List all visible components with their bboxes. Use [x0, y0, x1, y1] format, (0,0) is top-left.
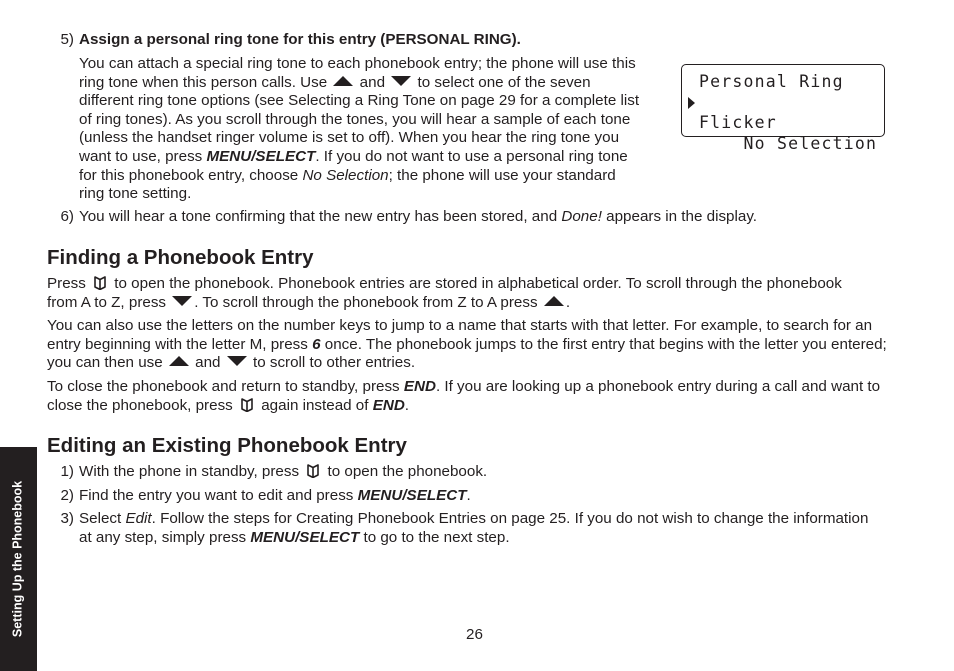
lcd-line: Flicker — [699, 113, 777, 132]
step-body: Select Edit. Follow the steps for Creating Phonebook Entries on page 25. If you do not wish to change the information at any step, simply press MENU/SELECT to go to the next step. — [79, 510, 869, 546]
key-name: END — [403, 378, 436, 395]
step-number: 5) — [60, 31, 74, 48]
key-name: END — [372, 396, 405, 414]
down-arrow-icon — [391, 76, 411, 86]
lcd-line: Personal Ring — [699, 72, 844, 91]
paragraph: To close the phonebook and return to standby, press END. If you are looking up a phonebook entry during a call and want to close the phonebook, press again instead of END. — [47, 378, 881, 414]
phonebook-icon — [94, 276, 106, 290]
key-name: MENU/SELECT — [206, 147, 316, 165]
paragraph: Press to open the phonebook. Phonebook entries are stored in alphabetical order. To scroll through the phonebook from A to Z, press . To scroll through the phonebook from Z to A press . — [47, 275, 842, 311]
phonebook-icon — [307, 464, 319, 478]
paragraph: You can also use the letters on the number keys to jump to a name that starts with that letter. For example, to search for an entry beginning with the letter M, press 6 once. The phonebook jumps to the first entry that begins with the letter you entered; you can then use and to scroll to other entries. — [47, 317, 887, 372]
step-body: With the phone in standby, press to open the phonebook. — [79, 463, 488, 480]
section-title: Finding a Phonebook Entry — [47, 246, 314, 269]
step-number: 2) — [60, 487, 74, 504]
key-name: 6 — [312, 335, 321, 353]
step-number: 3) — [60, 510, 74, 527]
down-arrow-icon — [172, 296, 192, 306]
step-body: Find the entry you want to edit and press MENU/SELECT. — [79, 487, 471, 504]
menu-choice: No Selection — [302, 166, 389, 184]
lcd-line-selected: No Selection — [687, 93, 884, 114]
key-name: MENU/SELECT — [357, 487, 467, 504]
up-arrow-icon — [169, 356, 189, 366]
step-body: You can attach a special ring tone to each phonebook entry; the phone will use this ring tone when this person calls. Use and to select one of the seven different ring tone options (see Selecting a Ring Tone on page 29 for a complete list of ring tones). As you scroll through the tones, you will hear a sample of each tone (unless the handset ringer volume is set to off). When you hear the ring tone you want to use, press MENU/SELECT. If you do not want to use a personal ring tone for this phonebook entry, choose No Selection; the phone will use your standard ring tone setting. — [79, 55, 640, 203]
up-arrow-icon — [544, 296, 564, 306]
up-arrow-icon — [333, 76, 353, 86]
phonebook-icon — [241, 398, 253, 412]
step-number: 1) — [60, 463, 74, 480]
lcd-display — [681, 64, 885, 153]
page-number: 26 — [466, 626, 483, 643]
step-number: 6) — [60, 208, 74, 225]
step-body: You will hear a tone confirming that the new entry has been stored, and Done! appears in the display. — [79, 208, 757, 225]
down-arrow-icon — [227, 356, 247, 366]
lcd-cursor-icon — [687, 97, 696, 109]
key-name: MENU/SELECT — [250, 528, 360, 546]
step-heading: Assign a personal ring tone for this entry (PERSONAL RING). — [79, 31, 521, 48]
section-title: Editing an Existing Phonebook Entry — [47, 434, 407, 457]
chapter-tab-label: Setting Up the Phonebook — [10, 480, 25, 638]
chapter-tab — [0, 447, 37, 671]
